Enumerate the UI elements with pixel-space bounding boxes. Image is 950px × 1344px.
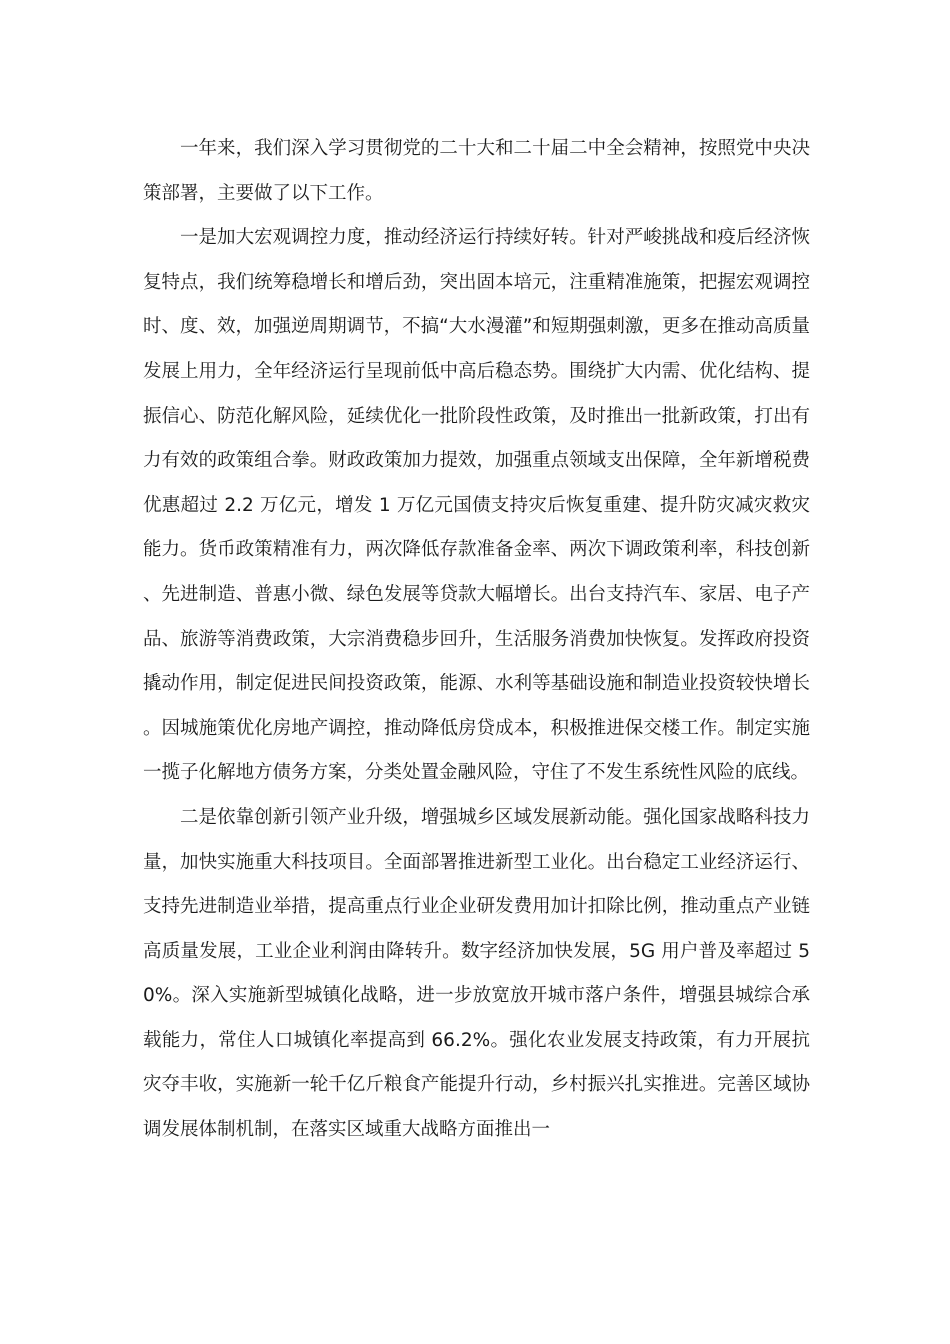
paragraph-macro-control: 一是加大宏观调控力度，推动经济运行持续好转。针对严峻挑战和疫后经济恢复特点，我们统筹稳增长和增后劲，突出固本培元，注重精准施策，把握宏观调控时、度、效，加强逆周期调节，不搞“大水漫灌”和短期强刺激，更多在推动高质量发展上用力，全年经济运行呈现前低中高后稳态势。围绕扩大内需、优化结构、提振信心、防范化解风险，延续优化一批阶段性政策，及时推出一批新政策，打出有力有效的政策组合拳。财政政策加力提效，加强重点领域支出保障，全年新增税费优惠超过 2.2 万亿元，增发 1 万亿元国债支持灾后恢复重建、提升防灾减灾救灾能力。货币政策精准有力，两次降低存款准备金率、两次下调政策利率，科技创新、先进制造、普惠小微、绿色发展等贷款大幅增长。出台支持汽车、家居、电子产品、旅游等消费政策，大宗消费稳步回升，生活服务消费加快恢复。发挥政府投资撬动作用，制定促进民间投资政策，能源、水利等基础设施和制造业投资较快增长。因城施策优化房地产调控，推动降低房贷成本，积极推进保交楼工作。制定实施一揽子化解地方债务方案，分类处置金融风险，守住了不发生系统性风险的底线。 xyxy=(143,227,810,784)
document-body xyxy=(143,127,810,1153)
paragraph-intro: 一年来，我们深入学习贯彻党的二十大和二十届二中全会精神，按照党中央决策部署，主要做了以下工作。 xyxy=(143,138,810,204)
paragraph-innovation: 二是依靠创新引领产业升级，增强城乡区域发展新动能。强化国家战略科技力量，加快实施重大科技项目。全面部署推进新型工业化。出台稳定工业经济运行、支持先进制造业举措，提高重点行业企业研发费用加计扣除比例，推动重点产业链高质量发展，工业企业利润由降转升。数字经济加快发展，5G 用户普及率超过 50%。深入实施新型城镇化战略，进一步放宽放开城市落户条件，增强县城综合承载能力，常住人口城镇化率提高到 66.2%。强化农业发展支持政策，有力开展抗灾夺丰收，实施新一轮千亿斤粮食产能提升行动，乡村振兴扎实推进。完善区域协调发展体制机制，在落实区域重大战略方面推出一 xyxy=(143,806,810,1141)
